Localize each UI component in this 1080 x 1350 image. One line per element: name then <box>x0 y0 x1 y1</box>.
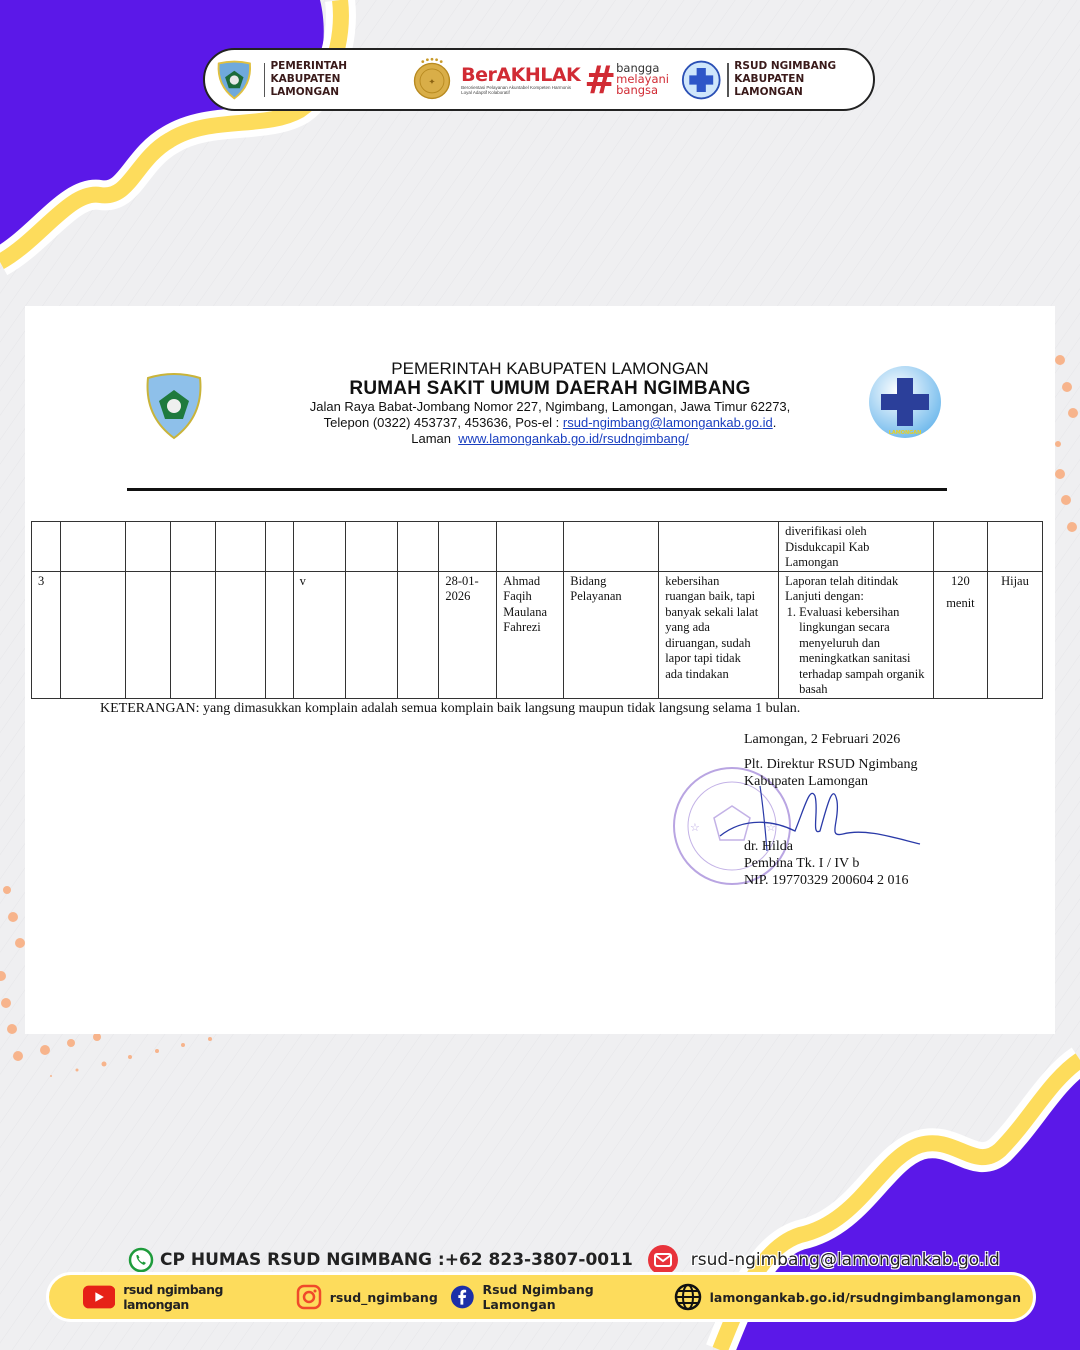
sign-nip: NIP. 19770329 200604 2 016 <box>744 873 909 888</box>
cell-no: 3 <box>32 571 61 698</box>
hash-glyph: # <box>584 57 617 102</box>
rsud-ngimbang-logo-icon <box>867 364 943 440</box>
unit-line: Pelayanan <box>570 589 622 603</box>
tl-list <box>785 605 927 698</box>
komplain-line: ada tindakan <box>665 666 729 681</box>
letterhead-website-line <box>255 431 845 447</box>
bangga-melayani-logo <box>584 57 669 102</box>
nama-line: Maulana <box>503 604 548 619</box>
cell-tanggal <box>439 571 497 698</box>
lamongan-emblem-icon <box>215 58 254 102</box>
social-facebook[interactable] <box>450 1282 662 1312</box>
tanggal-line: 28-01- <box>445 573 479 588</box>
rsud-line1: RSUD NGIMBANG <box>734 60 837 72</box>
letterhead-rule <box>127 488 947 491</box>
whatsapp-icon <box>128 1247 154 1273</box>
table-row <box>32 522 1043 572</box>
website-label: lamongankab.go.id/rsudngimbanglamongan <box>709 1289 1021 1305</box>
contact-email[interactable]: rsud-ngimbang@lamongankab.go.id <box>690 1250 1000 1270</box>
tl-intro-line: Lanjuti dengan: <box>785 589 864 603</box>
letterhead-email-link[interactable]: rsud-ngimbang@lamongankab.go.id <box>562 415 773 430</box>
sign-name: dr. Hilda <box>744 839 793 854</box>
facebook-icon <box>450 1284 475 1310</box>
nama-line: Fahrezi <box>503 620 541 634</box>
tanggal-line: 2026 <box>445 589 471 603</box>
instagram-icon <box>296 1284 322 1310</box>
waktu-unit: menit <box>946 596 975 610</box>
youtube-label: rsud ngimbang lamongan <box>123 1282 223 1312</box>
pemkab-line1: PEMERINTAH <box>270 60 347 72</box>
cell-mark: v <box>293 571 345 698</box>
header-logo-bar <box>203 48 875 111</box>
letterhead-hospital: RUMAH SAKIT UMUM DAERAH NGIMBANG <box>349 378 751 399</box>
komplain-line: lapor tapi tidak <box>665 651 741 665</box>
cell-tindak-lanjut <box>779 571 934 698</box>
cell-unit <box>564 571 659 698</box>
bangga-word-2: melayani <box>616 72 669 86</box>
facebook-label: Rsud Ngimbang Lamongan <box>482 1282 594 1312</box>
prev-tl-line: Lamongan <box>785 555 839 569</box>
keterangan-note: KETERANGAN: yang dimasukkan komplain adalah semua komplain baik langsung maupun tidak langsung selama 1 bulan. <box>100 701 801 716</box>
table-row <box>32 571 1043 698</box>
prev-tl-line: diverifikasi oleh <box>785 524 867 538</box>
letterhead-contact <box>255 415 845 431</box>
rsud-logo-icon <box>681 58 721 102</box>
cell-nama <box>497 571 564 698</box>
sign-place-date: Lamongan, 2 Februari 2026 <box>744 732 901 747</box>
social-instagram[interactable] <box>296 1284 438 1310</box>
komplain-line: yang ada <box>665 620 710 634</box>
sign-title2: Kabupaten Lamongan <box>744 774 869 789</box>
rsud-line2: KABUPATEN LAMONGAN <box>734 73 805 98</box>
letterhead-address: Jalan Raya Babat-Jombang Nomor 227, Ngimbang, Lamongan, Jawa Timur 62273, <box>309 399 791 414</box>
letterhead-phone: Telepon (0322) 453737, 453636, Pos-el : <box>323 415 560 430</box>
svg-text:✦: ✦ <box>428 76 436 87</box>
komplain-line: kebersihan <box>665 573 720 588</box>
sign-title1: Plt. Direktur RSUD Ngimbang <box>744 757 918 772</box>
berakhlak-subtitle: Berorientasi Pelayanan Akuntabel Kompeten Harmonis Loyal Adaptif Kolaboratif <box>461 84 571 95</box>
signature-block <box>744 731 917 889</box>
pemkab-label <box>270 60 401 99</box>
komplain-line: diruangan, sudah <box>665 635 751 650</box>
nama-line: Ahmad <box>503 573 541 588</box>
prev-tl-line: Disdukcapil Kab <box>785 539 870 554</box>
unit-line: Bidang <box>570 573 607 588</box>
contact-phone: CP HUMAS RSUD NGIMBANG :+62 823-3807-0011 <box>160 1250 633 1270</box>
bangga-word-3: bangsa <box>616 83 659 97</box>
divider <box>264 63 266 97</box>
social-media-bar <box>46 1272 1036 1322</box>
komplain-line: banyak sekali lalat <box>665 604 759 619</box>
cell-komplain <box>659 571 779 698</box>
berakhlak-title: BerAKHLAK <box>461 63 581 86</box>
tl-intro-line: Laporan telah ditindak <box>785 573 899 588</box>
rsud-label <box>734 60 865 99</box>
svg-text:☆: ☆ <box>690 822 700 834</box>
complaint-table <box>31 521 1043 699</box>
letterhead-government: PEMERINTAH KABUPATEN LAMONGAN <box>391 359 709 378</box>
pemkab-line2: KABUPATEN LAMONGAN <box>270 73 341 98</box>
svg-text:☆: ☆ <box>766 822 776 834</box>
bangga-word-1: bangga <box>616 61 660 75</box>
berakhlak-logo <box>461 65 580 95</box>
divider <box>727 63 729 97</box>
lamongan-emblem-icon <box>142 370 206 442</box>
logo-sub-text: LAMONGAN <box>888 430 922 436</box>
sign-rank: Pembina Tk. I / IV b <box>744 856 860 871</box>
waktu-value: 120 <box>951 573 970 588</box>
globe-icon <box>674 1283 702 1311</box>
cell-waktu <box>933 571 987 698</box>
nama-line: Faqih <box>503 589 532 603</box>
gold-award-logo-icon <box>409 55 455 105</box>
laman-label: Laman <box>411 431 451 446</box>
letterhead-website-link[interactable]: www.lamongankab.go.id/rsudngimbang/ <box>458 431 689 446</box>
youtube-icon <box>83 1285 115 1309</box>
period: . <box>772 415 777 430</box>
instagram-label: rsud_ngimbang <box>329 1289 438 1305</box>
document-page <box>25 306 1055 1034</box>
komplain-line: ruangan baik, tapi <box>665 589 756 603</box>
social-youtube[interactable] <box>83 1282 284 1312</box>
cell-kategori: Hijau <box>987 571 1042 698</box>
prev-tindak-lanjut-cell <box>779 522 934 572</box>
social-website[interactable] <box>674 1283 1021 1311</box>
letterhead <box>255 359 845 447</box>
tl-item: 1. Evaluasi kebersihan lingkungan secara menyeluruh dan meningkatkan sanitasi terhadap sampah organik basah <box>799 605 927 698</box>
